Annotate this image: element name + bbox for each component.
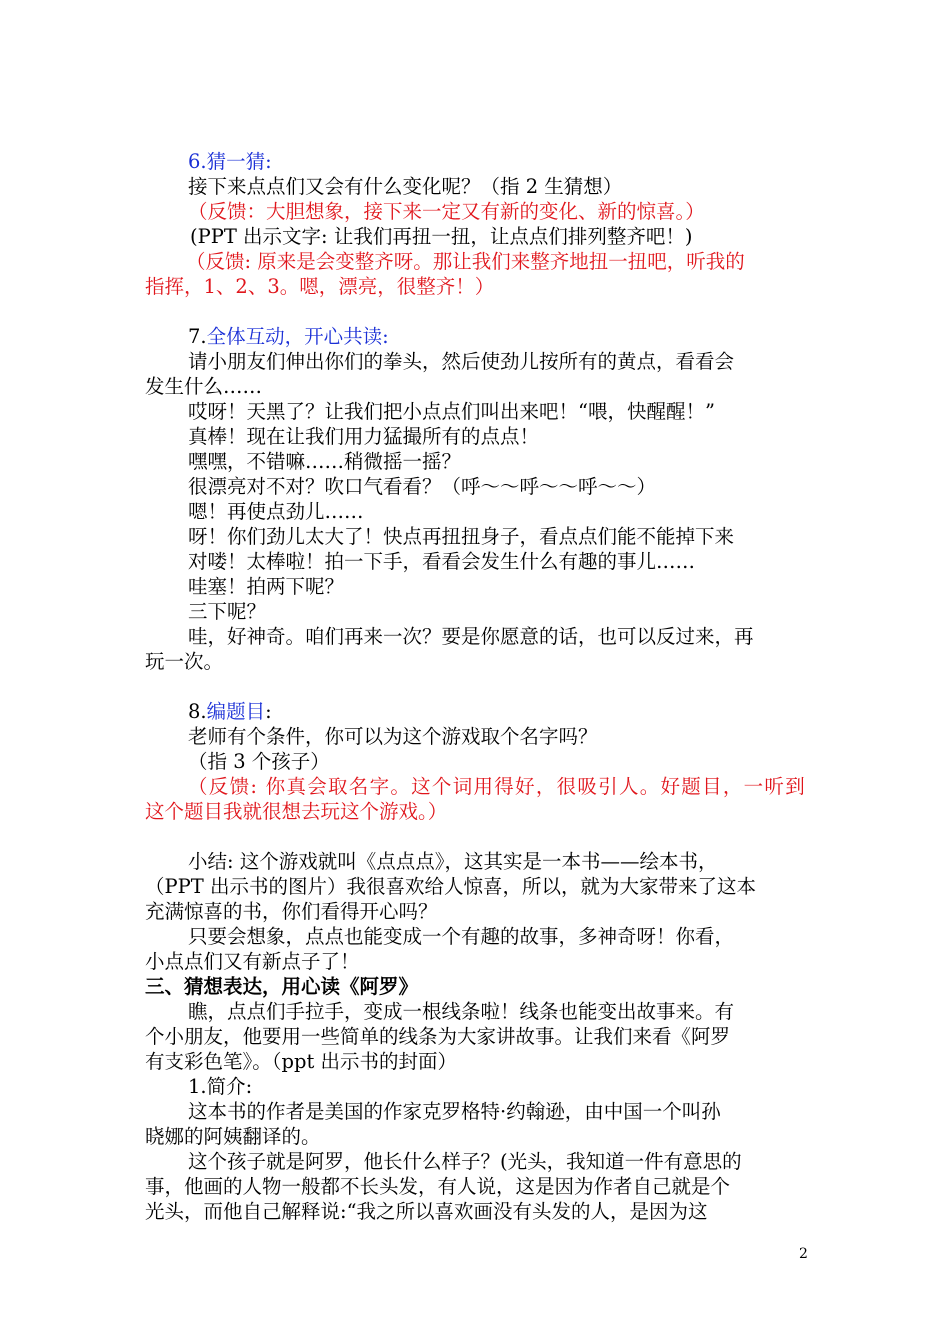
text-line: [145, 1050, 457, 1074]
text-segment: 只要会想象，点点也能变成一个有趣的故事，多神奇呀！你看，: [188, 925, 735, 948]
text-line: [188, 525, 734, 549]
text-segment: 全体互动，开心共读:: [206, 325, 389, 348]
text-segment: （指 3 个孩子）: [188, 750, 330, 773]
text-line: [145, 900, 438, 924]
text-line: [188, 1000, 734, 1024]
text-segment: 对喽！太棒啦！拍一下手，看看会发生什么有趣的事儿……: [188, 550, 696, 573]
text-line: [190, 225, 692, 249]
text-segment: （反馈: 你真会取名字。这个词用得好，很吸引人。好题目，一听到: [188, 775, 806, 798]
text-line: [188, 175, 622, 199]
text-line: [188, 500, 364, 524]
text-line: [188, 575, 344, 599]
text-line: [188, 925, 734, 949]
text-segment: 小结: 这个游戏就叫《点点点》，这其实是一本书——绘本书，: [188, 850, 718, 873]
text-line: [188, 600, 266, 624]
text-line: [188, 350, 734, 374]
text-segment: :: [265, 700, 272, 723]
text-segment: （反馈: 原来是会变整齐呀。那让我们来整齐地扭一扭吧，听我的: [186, 250, 745, 273]
text-segment: 嘿嘿，不错嘛……稍微摇一摇？: [188, 450, 462, 473]
text-line: [188, 550, 695, 574]
text-line: [188, 450, 461, 474]
text-line: [188, 150, 272, 174]
text-line: [188, 700, 272, 724]
text-segment: 这个题目我就很想去玩这个游戏。）: [145, 800, 448, 823]
text-line: [145, 1200, 708, 1224]
page-number: 2: [799, 1246, 808, 1262]
text-segment: 个小朋友，他要用一些简单的线条为大家讲故事。让我们来看《阿罗: [145, 1025, 731, 1048]
text-line: [145, 975, 418, 999]
text-segment: 嗯！再使点劲儿……: [188, 500, 364, 523]
text-line: [188, 400, 715, 424]
text-segment: 这本书的作者是美国的作家克罗格特·约翰逊，由中国一个叫孙: [188, 1100, 721, 1123]
text-segment: 事，他画的人物一般都不长头发，有人说，这是因为作者自己就是个: [145, 1175, 731, 1198]
text-segment: 呀！你们劲儿太大了！快点再扭扭身子，看点点们能不能掉下来: [188, 525, 735, 548]
text-line: [145, 800, 447, 824]
text-line: [145, 950, 360, 974]
text-segment: 哎呀！天黑了？让我们把小点点们叫出来吧！“喂，快醒醒！”: [188, 400, 715, 423]
text-segment: 有支彩色笔》。（ppt 出示书的封面）: [145, 1050, 458, 1073]
text-segment: 三下呢？: [188, 600, 267, 623]
text-line: [188, 200, 705, 224]
text-line: [145, 275, 494, 299]
text-line: [188, 425, 539, 449]
text-line: [188, 725, 598, 749]
text-segment: （反馈：大胆想象，接下来一定又有新的变化、新的惊喜。）: [188, 200, 705, 223]
text-segment: 真棒！现在让我们用力猛撮所有的点点！: [188, 425, 540, 448]
text-line: [188, 850, 718, 874]
text-segment: 晓娜的阿姨翻译的。: [145, 1125, 321, 1148]
text-segment: 很漂亮对不对？吹口气看看？（呼～～呼～～呼～～）: [188, 475, 657, 498]
text-segment: (PPT 出示文字: 让我们再扭一扭，让点点们排列整齐吧！): [190, 225, 693, 248]
text-line: [145, 1175, 730, 1199]
text-line: [188, 1150, 742, 1174]
text-line: [188, 1075, 252, 1099]
text-line: [188, 325, 389, 349]
text-line: [186, 250, 745, 274]
text-segment: 瞧，点点们手拉手，变成一根线条啦！线条也能变出故事来。有: [188, 1000, 735, 1023]
text-segment: 光头，而他自己解释说:“我之所以喜欢画没有头发的人，是因为这: [145, 1200, 708, 1223]
text-line: [145, 1025, 730, 1049]
text-line: [145, 875, 756, 899]
text-segment: 哇，好神奇。咱们再来一次？要是你愿意的话，也可以反过来，再: [188, 625, 754, 648]
text-segment: 接下来点点们又会有什么变化呢？（指 2 生猜想）: [188, 175, 623, 198]
text-line: [188, 475, 656, 499]
text-line: [145, 650, 223, 674]
text-segment: 8.: [188, 700, 207, 723]
text-line: [188, 775, 806, 799]
text-segment: 1.简介:: [188, 1075, 253, 1098]
text-segment: 充满惊喜的书，你们看得开心吗？: [145, 900, 438, 923]
text-segment: 玩一次。: [145, 650, 224, 673]
text-line: [188, 625, 754, 649]
text-line: [145, 375, 262, 399]
text-segment: （PPT 出示书的图片）我很喜欢给人惊喜，所以，就为大家带来了这本: [145, 875, 756, 898]
text-segment: 指挥，1、2、3。嗯，漂亮，很整齐！）: [145, 275, 495, 298]
text-segment: 发生什么……: [145, 375, 263, 398]
text-segment: 三、猜想表达，用心读《阿罗》: [145, 975, 419, 998]
text-line: [188, 1100, 721, 1124]
text-segment: 小点点们又有新点子了！: [145, 950, 360, 973]
text-segment: 编题目: [206, 700, 266, 723]
text-line: [188, 750, 330, 774]
text-segment: 6.猜一猜:: [188, 150, 272, 173]
text-segment: 7.: [188, 325, 207, 348]
text-segment: 老师有个条件，你可以为这个游戏取个名字吗？: [188, 725, 598, 748]
text-segment: 这个孩子就是阿罗，他长什么样子？(光头，我知道一件有意思的: [188, 1150, 742, 1173]
text-segment: 哇塞！拍两下呢？: [188, 575, 345, 598]
text-segment: 请小朋友们伸出你们的拳头，然后使劲儿按所有的黄点，看看会: [188, 350, 735, 373]
text-line: [145, 1125, 321, 1149]
